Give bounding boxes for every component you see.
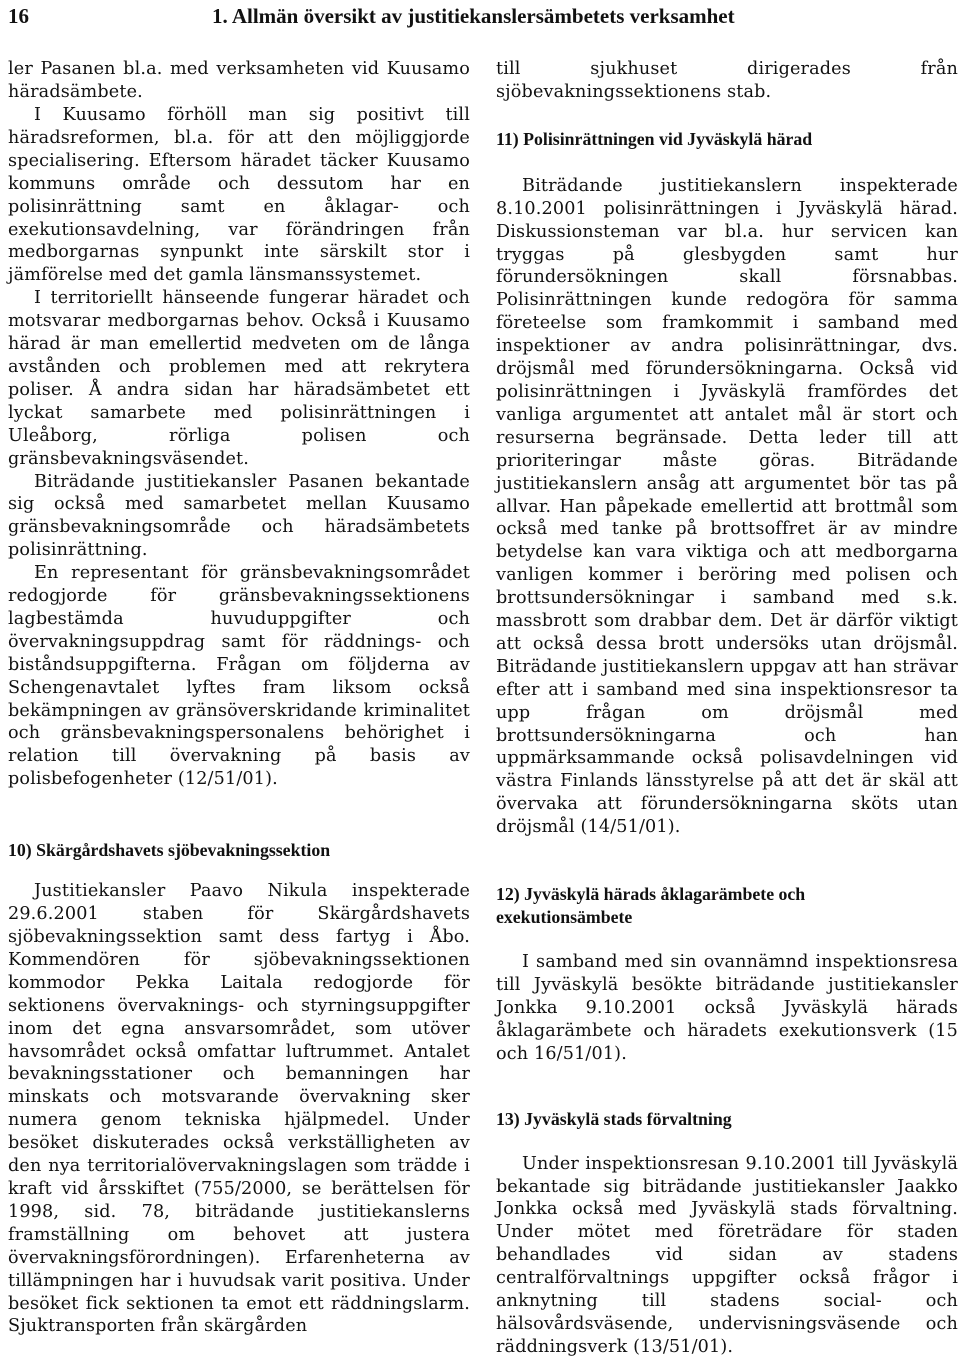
paragraph: En representant för gränsbevakningsområdet redogjorde för gränsbevakningssektionens lagbestämda huvuduppgifter och övervakningsuppdrag samt för räddnings- och biståndsuppgifterna. Frågan om följderna av Schengenavtalet lyftes fram liksom också bekämpningen av gränsöverskridande kriminalitet och gränsbevakningspersonalens behörighet i relation till övervakning på basis av polisbefogenheter (12/51/01).: [8, 563, 470, 790]
chapter-title: 1. Allmän översikt av justitiekanslersämbetets verksamhet: [212, 4, 735, 28]
paragraph: I Kuusamo förhöll man sig positivt till häradsreformen, bl.a. för att den möjliggjorde specialisering. Eftersom häradet täcker Kuusamo kommuns område och dessutom har en polisinrättning samt en åklagar- och exekutionsavdelning, var förändringen från medborgarnas synpunkt inte särskilt stor i jämförelse med det gamla länsmanssystemet.: [8, 105, 470, 286]
page-number: 16: [8, 4, 29, 28]
paragraph: Under inspektionsresan 9.10.2001 till Jyväskylä bekantade sig biträdande justitiekansler Jaakko Jonkka också med Jyväskylä stads förvaltning. Under mötet med företrädare för staden behandlades vid sidan av stadens centralförvaltnings uppgifter också frågor i anknytning till stadens social- och hälsovårdsväsende, undervisningsväsende och räddningsverk (13/51/01).: [496, 1153, 958, 1357]
right-column: [496, 58, 958, 1359]
paragraph: Justitiekansler Paavo Nikula inspekterade 29.6.2001 staben för Skärgårdshavets sjöbevakningssektion samt dess fartyg i Åbo. Kommendören för sjöbevakningssektionen kommodor Pekka Laitala redogjorde för sektionens övervaknings- och styrningsuppgifter inom det egna ansvarsområdet, som utöver havsområdet också omfattar luftrummet. Antalet bevakningsstationer och bemanningen har minskats och motsvarande övervakning sker numera genom tekniska hjälpmedel. Under besöket diskuterades också verkställigheten av den nya territorialövervakningslagen som trädde i kraft vid årsskiftet (755/2000, se berättelsen för 1998, sid. 78, biträdande justitiekanslerns framställning om behovet att justera övervakningsförordningen). Erfarenheterna av tillämpningen har i huvudsak varit positiva. Under besöket fick sektionen ta emot ett räddningslarm. Sjuktransporten från skärgården: [8, 881, 470, 1337]
paragraph: Biträdande justitiekansler Pasanen bekantade sig också med samarbetet mellan Kuusamo gränsbevakningsområde och häradsämbetets polisinrättning.: [8, 471, 470, 561]
paragraph-continued: till sjukhuset dirigerades från sjöbevakningssektionens stab.: [496, 59, 958, 102]
paragraph: I territoriellt hänseende fungerar häradet och motsvarar medborgarnas behov. Också i Kuusamo härad är man emellertid medveten om de långa avstånden och problemen med att rekrytera poliser. Å andra sidan har häradsämbetet ett lyckat samarbete med polisinrättningen i Uleåborg, rörliga polisen och gränsbevakningsväsendet.: [8, 288, 470, 469]
section-heading-11: 11) Polisinrättningen vid Jyväskylä härad: [496, 128, 813, 149]
paragraph: Biträdande justitiekanslern inspekterade 8.10.2001 polisinrättningen i Jyväskylä härad. Diskussionsteman var bl.a. hur servicen kan tryggas på glesbygden samt hur förundersökningen skall försnabbas. Polisinrättningen kunde redogöra för samma företeelse som framkommit i samband med inspektioner av andra polisinrättningar, dvs. dröjsmål med förundersökningarna. Också vid polisinrättningen i Jyväskylä framfördes det vanliga argumentet att antalet mål är stort och resurserna begränsade. Detta leder till att prioriteringar måste göras. Biträdande justitiekanslern ansåg att argumentet bör tas på allvar. Han påpekade emellertid att brottmål som också med tanke på brottsoffret är av mindre betydelse kan vara viktiga och att medborgarna vanligen kommer i beröring med polisen och brottsundersökningar i samband med s.k. massbrott som drabbar dem. Det är därför viktigt att också dessa brott undersöks utan dröjsmål. Biträdande justitiekanslern uppgav att han strävar efter att i samband med sina inspektionsresor ta upp frågan om dröjsmål med brottsundersökningarna och han uppmärksammande också polisavdelningen vid västra Finlands länsstyrelse på att det är skäl att övervaka att förundersökningarna sköts utan dröjsmål (14/51/01).: [496, 175, 958, 838]
running-header: [8, 2, 952, 38]
left-column: [8, 58, 470, 1338]
section-heading-12: 12) Jyväskylä härads åklagarämbete och exekutionsämbete: [496, 884, 806, 928]
paragraph: I samband med sin ovannämnd inspektionsresa till Jyväskylä besökte biträdande justitiekansler Jonkka 9.10.2001 också Jyväskylä härads åklagarämbete och häradets exekutionsverk (15 och 16/51/01).: [496, 952, 958, 1064]
section-heading-13: 13) Jyväskylä stads förvaltning: [496, 1108, 732, 1129]
section-heading-10: 10) Skärgårdshavets sjöbevakningssektion: [8, 840, 331, 861]
paragraph-continued: ler Pasanen bl.a. med verksamheten vid Kuusamo häradsämbete.: [8, 59, 470, 102]
